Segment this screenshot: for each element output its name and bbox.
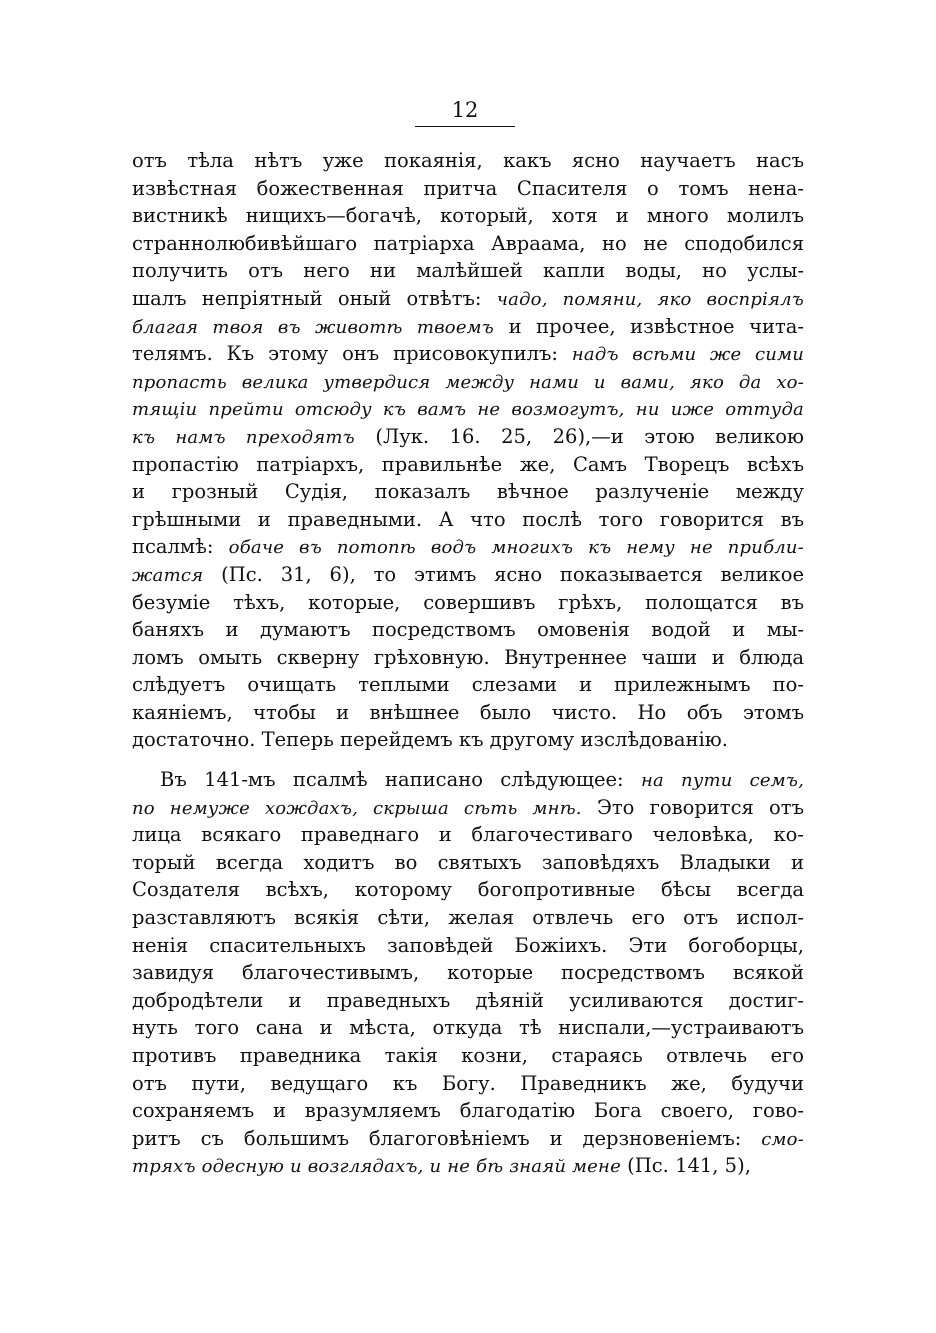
text-segment: ломъ омыть скверну грѣховную. Внутреннее чаши и блюда: [132, 645, 804, 669]
text-segment: отъ пути, ведущаго къ Богу. Праведникъ же, будучи: [132, 1071, 804, 1095]
text-segment: (Лук. 16. 25, 26),—и этою великою: [354, 424, 804, 448]
text-segment: слѣдуетъ очищать теплыми слезами и прилежнымъ по-: [132, 673, 804, 697]
text-line: [132, 1070, 804, 1098]
text-line: [132, 478, 804, 506]
text-segment: и грозный Судія, показалъ вѣчное разлученіе между: [132, 480, 804, 504]
scripture-quote: тящіи прейти отсюду къ вамъ не возмогутъ, ни иже оттуда: [132, 399, 804, 421]
text-segment: грѣшными и праведными. А что послѣ того говорится въ: [132, 507, 804, 531]
text-line: [132, 533, 804, 561]
text-line: [132, 506, 804, 534]
text-line: [132, 644, 804, 672]
text-line: [132, 987, 804, 1015]
text-segment: Въ 141-мъ псалмѣ написано слѣдующее:: [160, 768, 641, 792]
text-line: [132, 1125, 804, 1153]
text-segment: и прочее, извѣстное чита-: [494, 314, 804, 338]
text-segment: каяніемъ, чтобы и внѣшнее было чисто. Но объ этомъ: [132, 700, 804, 724]
text-segment: телямъ. Къ этому онъ присовокупилъ:: [132, 342, 572, 366]
text-segment: извѣстная божественная притча Спасителя о томъ нена-: [132, 176, 804, 200]
text-segment: (Пс. 31, 6), то этимъ ясно показывается великое: [203, 562, 804, 586]
scripture-quote: смо-: [761, 1128, 804, 1150]
text-line: [132, 959, 804, 987]
paragraph-gap: [132, 754, 804, 766]
text-line: [132, 876, 804, 904]
text-segment: торый всегда ходитъ во святыхъ заповѣдяхъ Владыки и: [132, 850, 804, 874]
page-number: 12: [451, 98, 479, 122]
text-line: [132, 451, 804, 479]
text-line: [132, 257, 804, 285]
text-segment: завидуя благочестивымъ, которые посредствомъ всякой: [132, 961, 804, 985]
text-line: [132, 904, 804, 932]
text-segment: страннолюбивѣйшаго патріарха Авраама, но не сподобился: [132, 231, 804, 255]
text-line: [132, 1014, 804, 1042]
scripture-quote: чадо, помяни, яко воспріялъ: [496, 288, 804, 310]
text-line: [132, 699, 804, 727]
text-segment: шалъ непріятный оный отвѣтъ:: [132, 286, 497, 310]
text-segment: добродѣтели и праведныхъ дѣяній усиливаются достиг-: [132, 988, 804, 1012]
text-line: [132, 230, 804, 258]
text-segment: противъ праведника такія козни, стараясь отвлечь его: [132, 1044, 804, 1067]
text-segment: пропастію патріархъ, правильнѣе же, Самъ Творецъ всѣхъ: [132, 452, 804, 476]
text-line: [132, 616, 804, 644]
text-line: [132, 766, 804, 794]
text-segment: отъ тѣла нѣтъ уже покаянія, какъ ясно научаетъ насъ: [132, 149, 804, 172]
text-segment: вистникѣ нищихъ—богачѣ, который, хотя и много молилъ: [132, 204, 804, 228]
scripture-quote: по немуже хождахъ, скрыша сѣть мнѣ.: [132, 797, 582, 819]
text-line: [132, 932, 804, 960]
scripture-quote: пропасть велика утвердися между нами и вами, яко да хо-: [132, 371, 804, 393]
text-segment: достаточно. Теперь перейдемъ къ другому изслѣдованію.: [132, 728, 728, 752]
text-line: [132, 147, 804, 175]
text-segment: баняхъ и думаютъ посредствомъ омовенія водой и мы-: [132, 618, 804, 642]
text-segment: Это говорится отъ: [581, 795, 804, 819]
scripture-quote: надъ всѣми же сими: [571, 344, 804, 366]
text-line: [132, 561, 804, 589]
scripture-quote: на пути семъ,: [640, 770, 804, 792]
text-line: [132, 202, 804, 230]
scripture-quote: жатся: [132, 564, 204, 586]
text-line: [132, 821, 804, 849]
scripture-quote: обаче въ потопѣ водъ многихъ къ нему не прибли-: [228, 537, 804, 559]
text-line: [132, 340, 804, 368]
text-line: [132, 589, 804, 617]
text-segment: (Пс. 141, 5),: [620, 1154, 751, 1178]
text-segment: ритъ съ большимъ благоговѣніемъ и дерзновеніемъ:: [132, 1126, 762, 1150]
text-segment: разставляютъ всякія сѣти, желая отвлечь его отъ испол-: [132, 906, 804, 930]
text-line: [132, 175, 804, 203]
scripture-quote: тряхъ одесную и возглядахъ, и не бѣ знаяй мене: [132, 1156, 621, 1178]
body-text: [132, 147, 804, 1180]
text-segment: ненія спасительныхъ заповѣдей Божіихъ. Эти богоборцы,: [132, 933, 804, 957]
text-line: [132, 423, 804, 451]
text-line: [132, 794, 804, 822]
text-line: [132, 313, 804, 341]
text-line: [132, 285, 804, 313]
text-segment: Создателя всѣхъ, которому богопротивные бѣсы всегда: [132, 878, 804, 902]
text-line: [132, 1097, 804, 1125]
text-line: [132, 395, 804, 423]
scripture-quote: къ намъ преходятъ: [132, 426, 355, 448]
text-segment: сохраняемъ и вразумляемъ благодатію Бога своего, гово-: [132, 1099, 804, 1123]
text-line: [132, 1152, 804, 1180]
scripture-quote: благая твоя въ животѣ твоемъ: [132, 316, 495, 338]
page-number-rule: [415, 126, 515, 127]
text-line: [132, 671, 804, 699]
text-line: [132, 726, 804, 754]
text-segment: лица всякаго праведнаго и благочестиваго человѣка, ко-: [132, 823, 804, 847]
text-segment: получить отъ него ни малѣйшей капли воды, но услы-: [132, 259, 804, 283]
text-segment: псалмѣ:: [132, 535, 229, 559]
text-segment: безуміе тѣхъ, которые, совершивъ грѣхъ, полощатся въ: [132, 590, 804, 614]
text-line: [132, 849, 804, 877]
text-line: [132, 368, 804, 396]
text-line: [132, 1042, 804, 1070]
text-segment: нуть того сана и мѣста, откуда тѣ ниспали,—устраиваютъ: [132, 1016, 804, 1040]
